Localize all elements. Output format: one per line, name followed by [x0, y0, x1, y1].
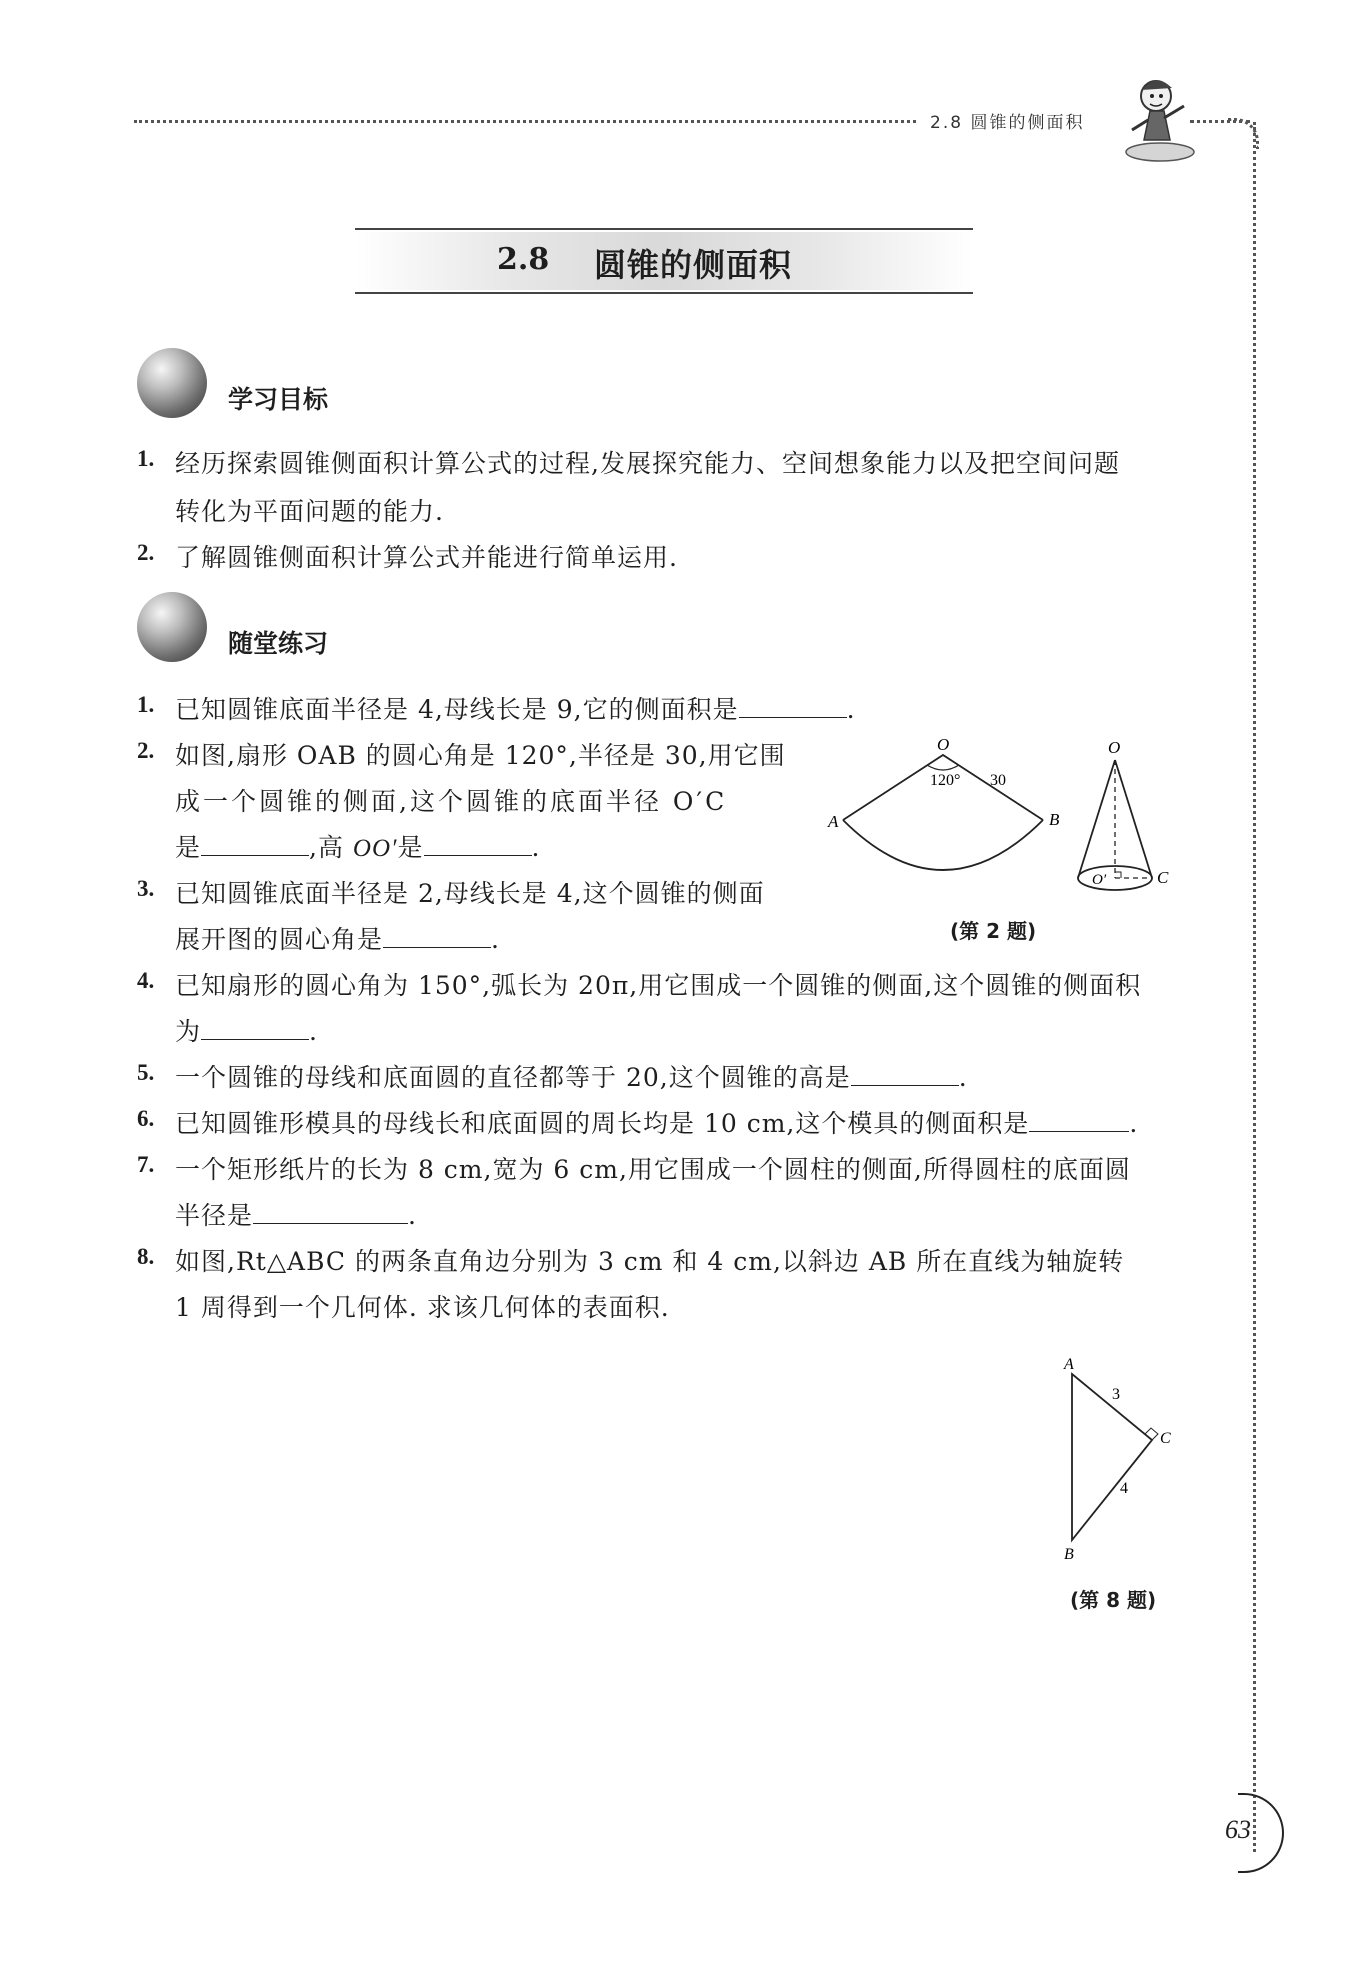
question-number: 1. [137, 692, 155, 717]
question-text: 已知圆锥底面半径是 4,母线长是 9,它的侧面积是 [175, 695, 739, 724]
answer-blank[interactable] [201, 1013, 309, 1040]
sector-diagram [827, 735, 1060, 870]
title-rule-top [355, 228, 973, 230]
label-o-sector: O [937, 735, 950, 754]
question-text: 为 [175, 1017, 202, 1046]
question-symbol: OO′ [352, 835, 398, 862]
question-text: ,高 [309, 833, 353, 862]
label-a: A [828, 812, 839, 831]
figure-8 [1050, 1352, 1190, 1572]
label-radius: 30 [990, 772, 1006, 789]
question-text: 是 [175, 833, 202, 862]
question-punct: . [408, 1201, 417, 1230]
objective-text: 经历探索圆锥侧面积计算公式的过程,发展探究能力、空间想象能力以及把空间问题 [175, 449, 1120, 478]
question-text: 是 [397, 833, 424, 862]
label-side-bc: 4 [1120, 1480, 1128, 1497]
question-punct: . [309, 1017, 318, 1046]
header-dotted-rule [134, 120, 916, 123]
question-7-line-2 [175, 1196, 417, 1232]
question-punct: . [846, 695, 856, 724]
question-punct: . [491, 925, 500, 954]
label-b: B [1049, 810, 1060, 829]
globe-icon [137, 348, 207, 418]
label-o-cone: O [1108, 738, 1121, 757]
objective-text: 了解圆锥侧面积计算公式并能进行简单运用. [175, 543, 678, 572]
answer-blank[interactable] [424, 829, 532, 856]
question-punct: . [1129, 1109, 1139, 1138]
title-rule-bottom [355, 292, 973, 294]
question-number: 4. [137, 968, 155, 993]
question-number: 2. [137, 738, 155, 763]
answer-blank[interactable] [383, 921, 491, 948]
page-title: 圆锥的侧面积 [594, 246, 793, 284]
page-border-right [1253, 122, 1256, 1852]
question-number: 5. [137, 1060, 155, 1085]
cone-diagram [1078, 738, 1169, 890]
label-side-ac: 3 [1112, 1386, 1120, 1403]
figure-2-caption: (第 2 题) [950, 919, 1037, 943]
label-a: A [1064, 1356, 1074, 1373]
question-number: 7. [137, 1152, 155, 1177]
figure-2 [825, 735, 1195, 915]
question-4-line-2 [175, 1012, 318, 1048]
label-b: B [1064, 1546, 1074, 1563]
question-text: 半径是 [175, 1201, 254, 1230]
question-text: 已知圆锥形模具的母线长和底面圆的周长均是 10 cm,这个模具的侧面积是 [175, 1109, 1030, 1138]
question-6 [175, 1104, 1138, 1140]
answer-blank[interactable] [253, 1197, 408, 1224]
question-text: 展开图的圆心角是 [175, 925, 384, 954]
question-number: 3. [137, 876, 155, 901]
question-4-line-1: 已知扇形的圆心角为 150°,弧长为 20π,用它围成一个圆锥的侧面,这个圆锥的侧面积 [175, 971, 1142, 1000]
answer-blank[interactable] [1029, 1105, 1129, 1132]
question-text: 一个圆锥的母线和底面圆的直径都等于 20,这个圆锥的高是 [175, 1063, 851, 1092]
objective-text-cont: 转化为平面问题的能力. [175, 497, 444, 526]
section-number: 2.8 [497, 242, 550, 277]
question-number: 6. [137, 1106, 155, 1131]
label-angle: 120° [930, 772, 961, 789]
globe-icon [137, 592, 207, 662]
question-2-line-2: 成一个圆锥的侧面,这个圆锥的底面半径 O′C [175, 787, 728, 816]
mascot-icon [1120, 70, 1200, 165]
label-o-prime: O′ [1092, 872, 1107, 888]
answer-blank[interactable] [201, 829, 309, 856]
objectives-heading: 学习目标 [228, 385, 329, 414]
objective-number: 2. [137, 540, 155, 565]
question-1 [175, 690, 856, 726]
label-c: C [1160, 1430, 1171, 1447]
question-3-line-2 [175, 920, 500, 956]
practice-heading: 随堂练习 [228, 629, 329, 658]
answer-blank[interactable] [851, 1059, 959, 1086]
figure-8-caption: (第 8 题) [1070, 1588, 1157, 1612]
question-punct: . [958, 1063, 968, 1092]
running-header-title: 2.8 圆锥的侧面积 [930, 113, 1085, 133]
question-8-line-2: 1 周得到一个几何体. 求该几何体的表面积. [175, 1293, 670, 1322]
question-5 [175, 1058, 968, 1094]
question-7-line-1: 一个矩形纸片的长为 8 cm,宽为 6 cm,用它围成一个圆柱的侧面,所得圆柱的底面圆 [175, 1155, 1131, 1184]
page-number: 63 [1225, 1815, 1251, 1844]
question-3-line-1: 已知圆锥底面半径是 2,母线长是 4,这个圆锥的侧面 [175, 879, 765, 908]
question-2-line-1: 如图,扇形 OAB 的圆心角是 120°,半径是 30,用它围 [175, 741, 786, 770]
question-8-line-1: 如图,Rt△ABC 的两条直角边分别为 3 cm 和 4 cm,以斜边 AB 所在直线为轴旋转 [175, 1247, 1125, 1276]
question-number: 8. [137, 1244, 155, 1269]
question-punct: . [531, 833, 541, 862]
label-c: C [1157, 868, 1169, 887]
answer-blank[interactable] [739, 691, 847, 718]
objective-number: 1. [137, 446, 155, 471]
question-2-line-3 [175, 828, 540, 864]
